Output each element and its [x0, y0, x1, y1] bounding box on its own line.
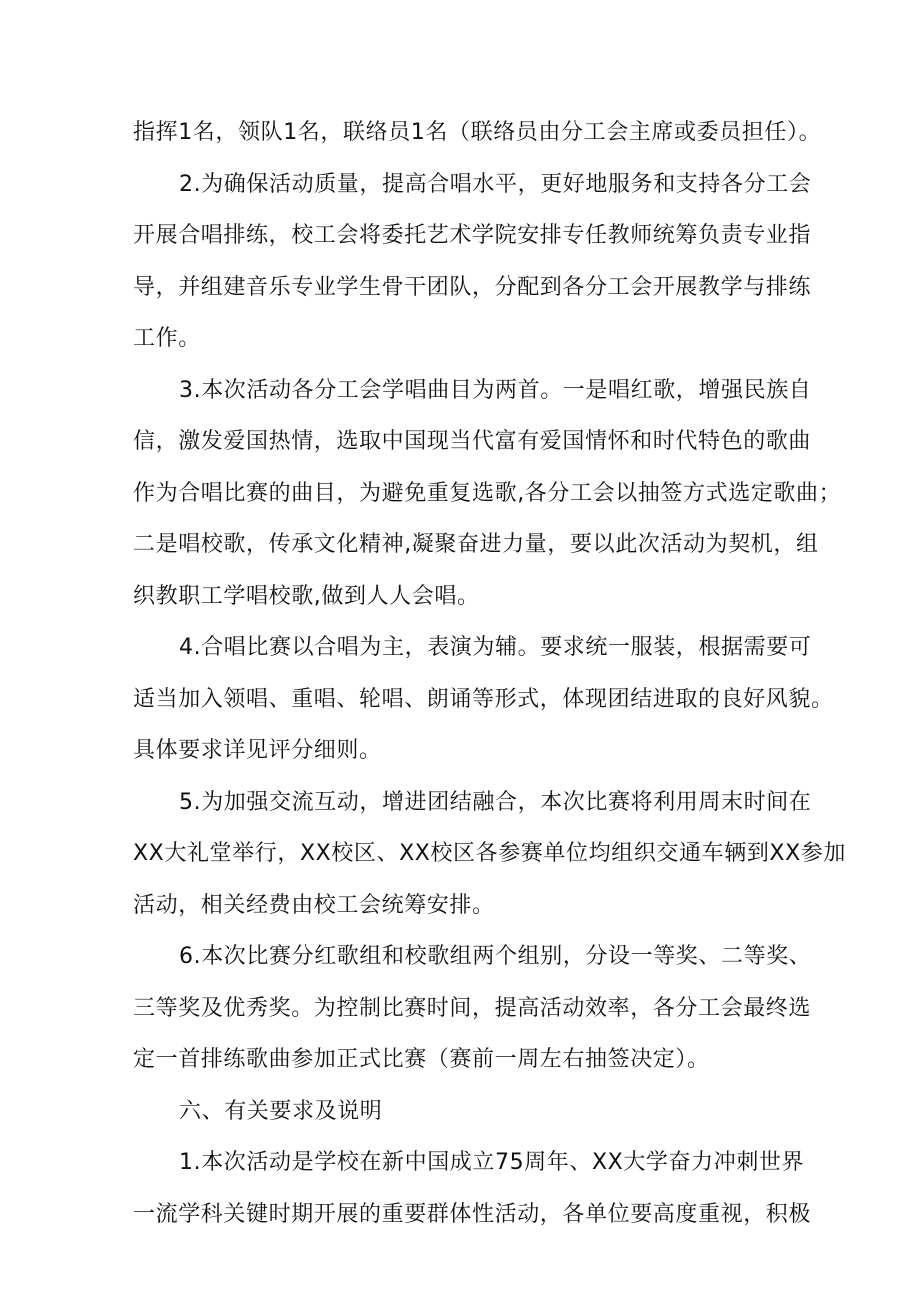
text-line: 织教职工学唱校歌,做到人人会唱。	[133, 583, 480, 609]
text-line: 导，并组建音乐专业学生骨干团队，分配到各分工会开展教学与排练	[133, 274, 812, 300]
text-line: 二是唱校歌，传承文化精神,凝聚奋进力量，要以此次活动为契机，组	[133, 532, 819, 557]
text-line: 开展合唱排练，校工会将委托艺术学院安排专任教师统筹负责专业指	[133, 223, 812, 248]
section-heading: 六、有关要求及说明	[179, 1098, 383, 1124]
paragraph-3-start: 3.本次活动各分工会学唱曲目为两首。一是唱红歌，增强民族自	[179, 377, 812, 403]
text-line: 定一首排练歌曲参加正式比赛（赛前一周左右抽签决定）。	[133, 1047, 710, 1072]
text-line: 作为合唱比赛的曲目，为避免重复选歌,各分工会以抽签方式选定歌曲；	[133, 480, 842, 506]
paragraph-5-start: 5.为加强交流互动，增进团结融合，本次比赛将利用周末时间在	[179, 789, 812, 815]
text-line: 活动，相关经费由校工会统筹安排。	[133, 892, 495, 918]
text-line: 工作。	[133, 326, 201, 351]
paragraph-2-start: 2.为确保活动质量，提高合唱水平，更好地服务和支持各分工会	[179, 171, 812, 197]
text-line: 三等奖及优秀奖。为控制比赛时间，提高活动效率，各分工会最终选	[133, 995, 812, 1021]
text-line: 指挥1名，领队1名，联络员1名（联络员由分工会主席或委员担任）。	[133, 120, 822, 145]
text-line: 信，激发爱国热情，选取中国现当代富有爱国情怀和时代特色的歌曲	[133, 429, 812, 454]
paragraph-7-start: 1.本次活动是学校在新中国成立75周年、XX大学奋力冲刺世界	[179, 1150, 805, 1175]
text-line: 一流学科关键时期开展的重要群体性活动，各单位要高度重视，积极	[133, 1201, 812, 1227]
text-line: 适当加入领唱、重唱、轮唱、朗诵等形式，体现团结进取的良好风貌。	[133, 686, 834, 712]
document-body	[133, 107, 846, 1240]
paragraph-6-start: 6.本次比赛分红歌组和校歌组两个组别，分设一等奖、二等奖、	[179, 944, 812, 969]
text-line: 具体要求详见评分细则。	[133, 738, 382, 763]
paragraph-4-start: 4.合唱比赛以合唱为主，表演为辅。要求统一服装，根据需要可	[179, 635, 812, 660]
text-line: XX大礼堂举行，XX校区、XX校区各参赛单位均组织交通车辆到XX参加	[133, 841, 846, 866]
